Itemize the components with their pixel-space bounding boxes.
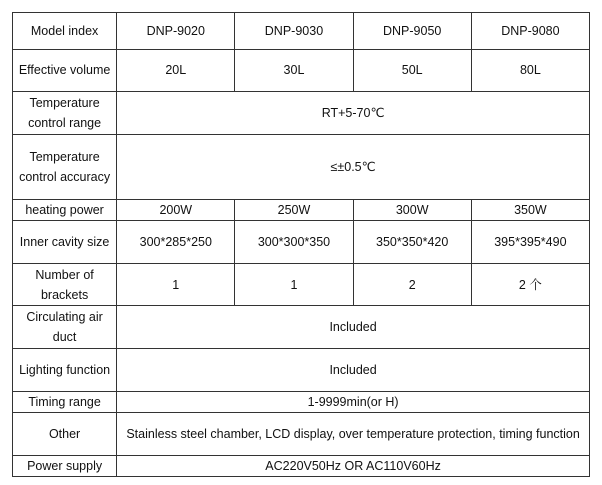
table-row — [13, 49, 590, 92]
merged-value-cell: Included — [117, 349, 590, 392]
value-cell: 80L — [471, 49, 589, 92]
merged-value-cell: AC220V50Hz OR AC110V60Hz — [117, 455, 590, 476]
spec-table — [12, 12, 590, 477]
table-row — [13, 412, 590, 455]
value-cell: 395*395*490 — [471, 221, 589, 264]
value-cell: 250W — [235, 199, 353, 220]
table-row — [13, 221, 590, 264]
row-label-cell: Effective volume — [13, 49, 117, 92]
value-cell: 300*300*350 — [235, 221, 353, 264]
value-cell: 300W — [353, 199, 471, 220]
row-label-cell: Power supply — [13, 455, 117, 476]
header-row — [13, 13, 590, 50]
row-label-cell: Other — [13, 412, 117, 455]
value-cell: 2 个 — [471, 263, 589, 306]
table-row — [13, 391, 590, 412]
merged-value-cell: ≤±0.5℃ — [117, 134, 590, 199]
row-label-cell: Number of brackets — [13, 263, 117, 306]
value-cell: 300*285*250 — [117, 221, 235, 264]
value-cell: 1 — [235, 263, 353, 306]
model-header-cell: DNP-9050 — [353, 13, 471, 50]
merged-value-cell: Stainless steel chamber, LCD display, over temperature protection, timing function — [117, 412, 590, 455]
table-row — [13, 134, 590, 199]
value-cell: 350*350*420 — [353, 221, 471, 264]
row-label-cell: Temperature control accuracy — [13, 134, 117, 199]
table-row — [13, 199, 590, 220]
table-row — [13, 263, 590, 306]
row-label-cell: heating power — [13, 199, 117, 220]
header-label-cell: Model index — [13, 13, 117, 50]
row-label-cell: Inner cavity size — [13, 221, 117, 264]
value-cell: 20L — [117, 49, 235, 92]
value-cell: 50L — [353, 49, 471, 92]
merged-value-cell: RT+5-70℃ — [117, 92, 590, 135]
value-cell: 2 — [353, 263, 471, 306]
value-cell: 30L — [235, 49, 353, 92]
row-label-cell: Circulating air duct — [13, 306, 117, 349]
model-header-cell: DNP-9030 — [235, 13, 353, 50]
table-row — [13, 306, 590, 349]
table-row — [13, 455, 590, 476]
model-header-cell: DNP-9080 — [471, 13, 589, 50]
model-header-cell: DNP-9020 — [117, 13, 235, 50]
table-row — [13, 92, 590, 135]
value-cell: 350W — [471, 199, 589, 220]
value-cell: 200W — [117, 199, 235, 220]
merged-value-cell: 1-9999min(or H) — [117, 391, 590, 412]
value-cell: 1 — [117, 263, 235, 306]
row-label-cell: Timing range — [13, 391, 117, 412]
table-row — [13, 349, 590, 392]
merged-value-cell: Included — [117, 306, 590, 349]
row-label-cell: Temperature control range — [13, 92, 117, 135]
row-label-cell: Lighting function — [13, 349, 117, 392]
